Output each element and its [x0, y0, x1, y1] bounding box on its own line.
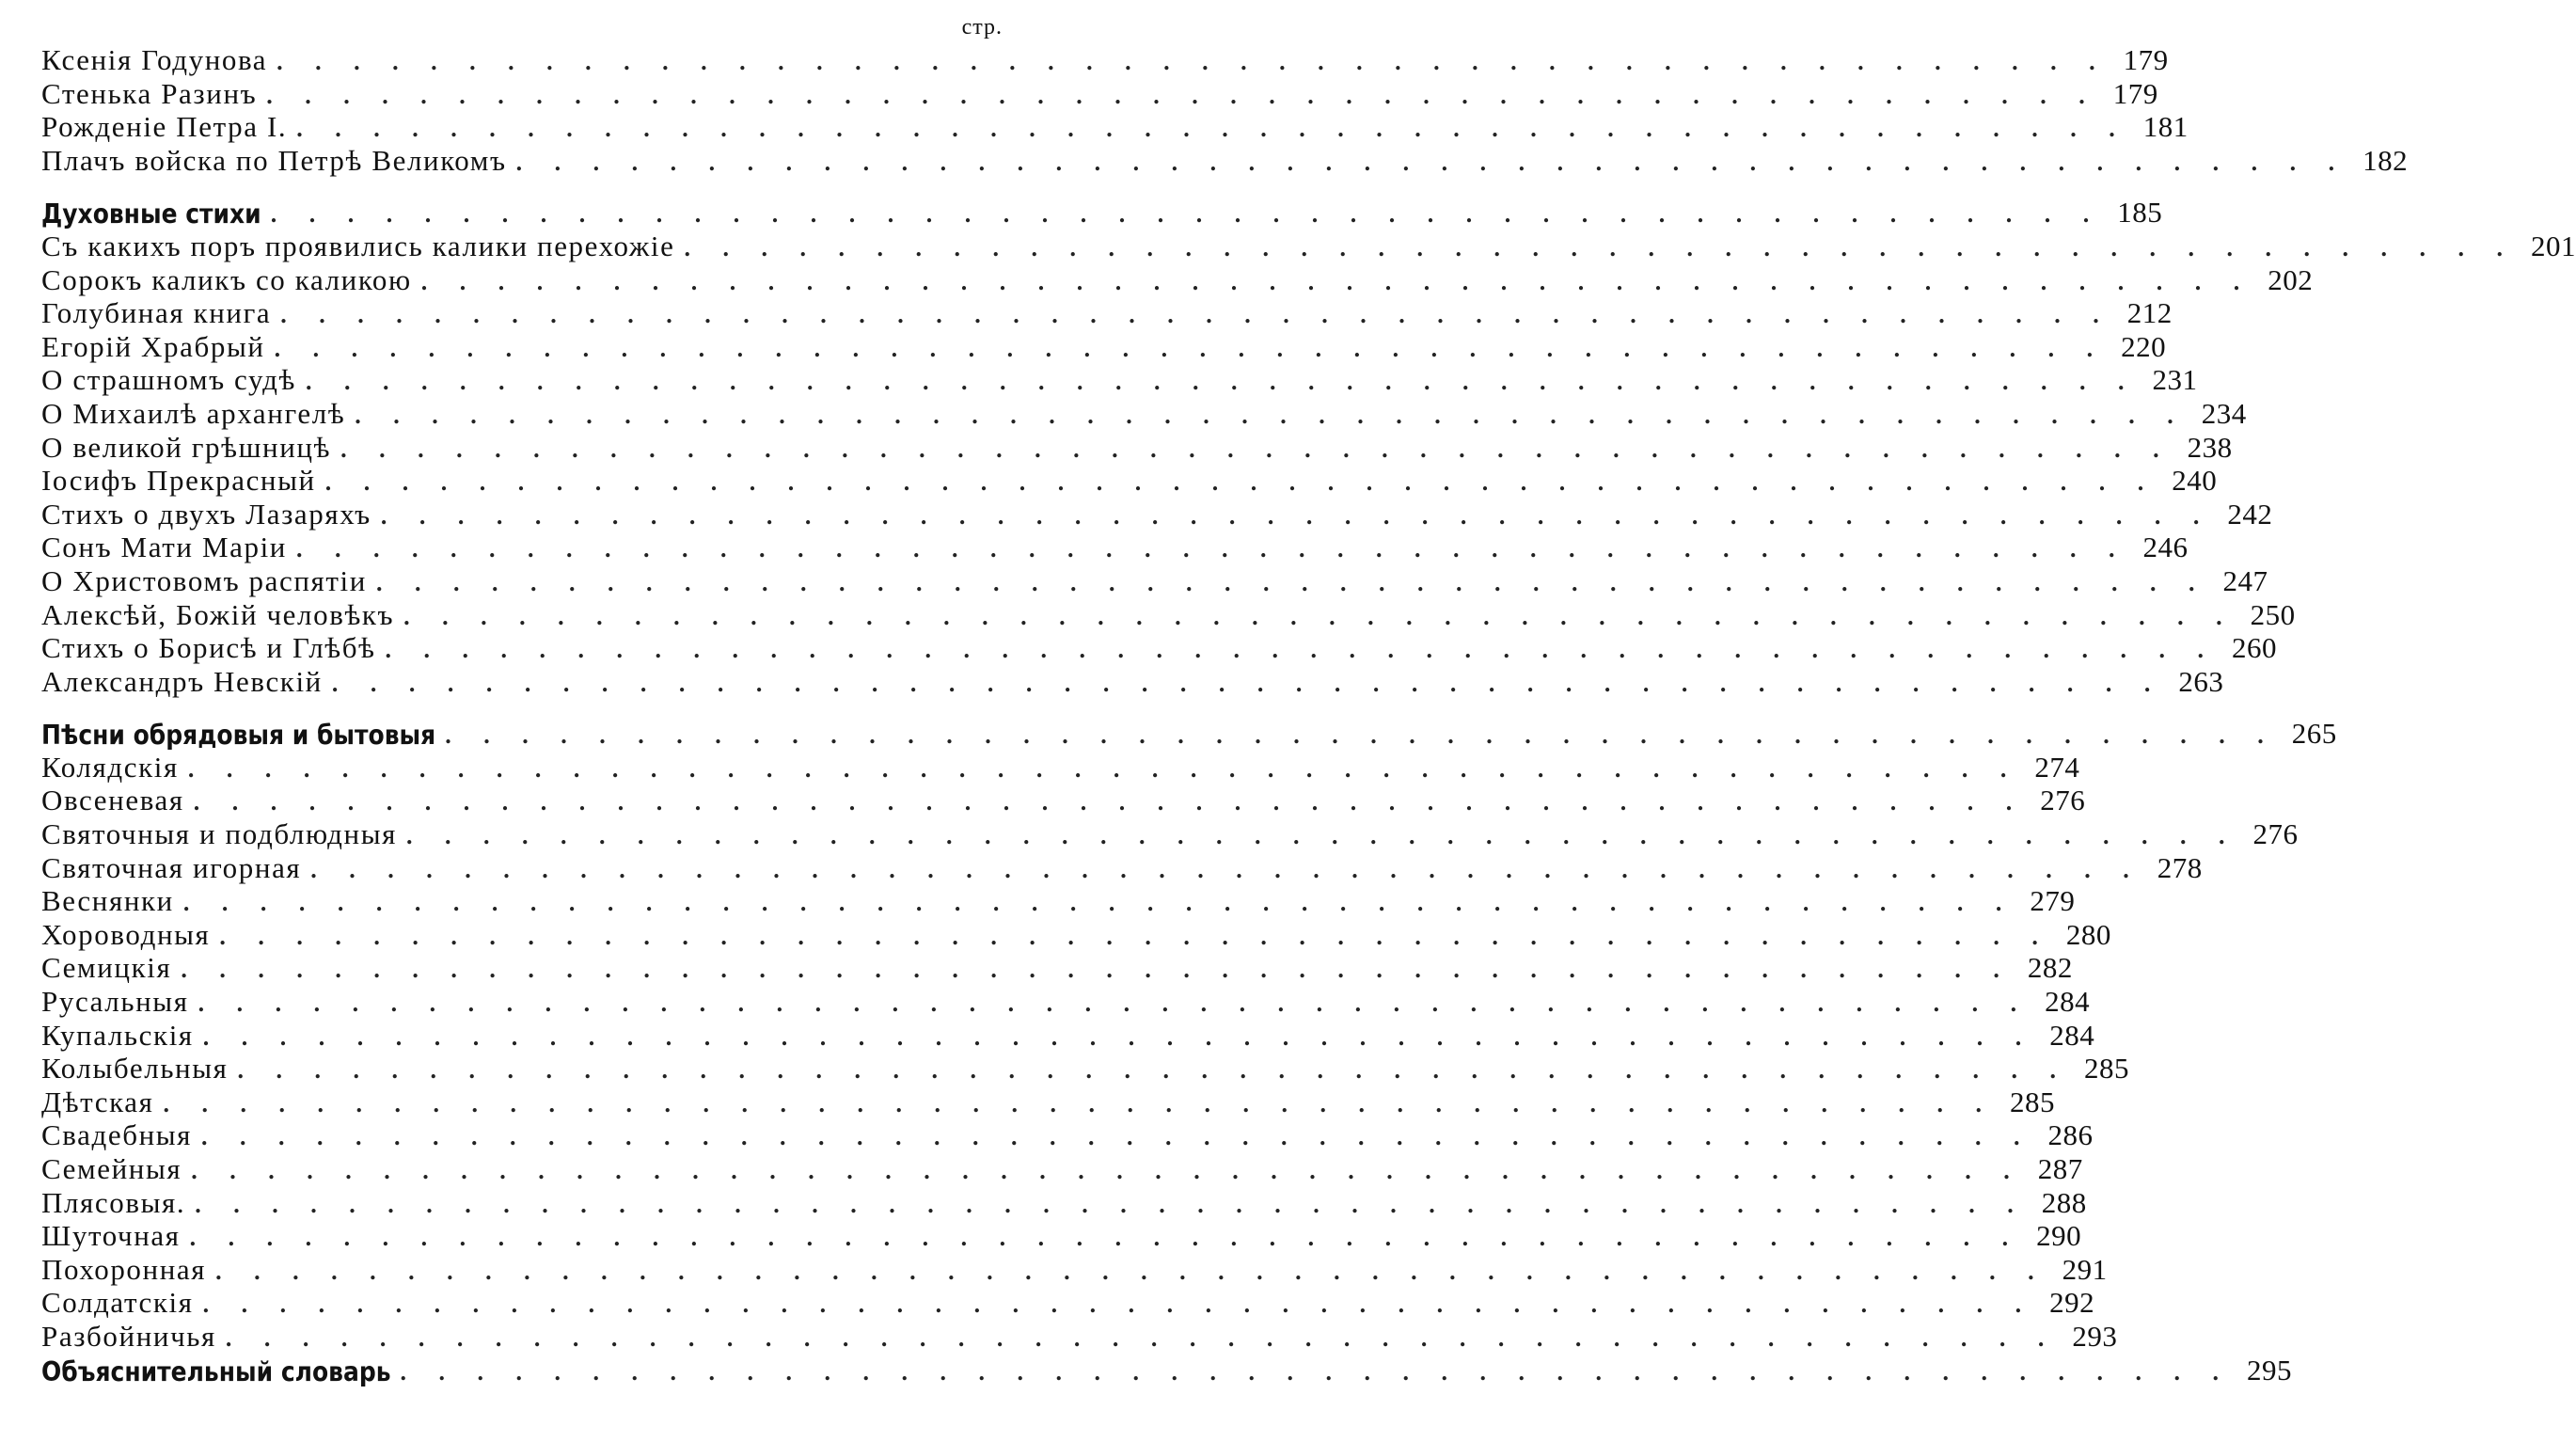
toc-section-heading: [41, 717, 2337, 752]
toc-entry: [41, 363, 2198, 397]
dot-leader: . . . . . . . . . . . . . . . . . . . . . . . . . . . . . . . . . . . . . . . . . . . . . . . .: [187, 754, 2020, 783]
dot-leader: . . . . . . . . . . . . . . . . . . . . . . . . . . . . . . . . . . . . . . . . . . . . . . . .: [198, 990, 2031, 1018]
toc-entry: [41, 1118, 2094, 1152]
entry-title: Веснянки: [41, 884, 174, 918]
toc-entry: [41, 76, 2158, 111]
toc-entry: [41, 1052, 2130, 1085]
dot-leader: . . . . . . . . . . . . . . . . . . . . . . . . . . . . . . . . . . . . . . . . . . . . . . . .: [202, 1291, 2035, 1319]
dot-leader: . . . . . . . . . . . . . . . . . . . . . . . . . . . . . . . . . . . . . . . . . . . . . . . .: [189, 1224, 2022, 1252]
dot-leader: . . . . . . . . . . . . . . . . . . . . . . . . . . . . . . . . . . . . . . . . . . . . . . . .: [280, 301, 2112, 329]
page-number: 212: [2126, 296, 2173, 330]
toc-entry: [41, 917, 2111, 952]
page-number: 202: [2268, 262, 2314, 296]
entry-title: Колыбельныя: [41, 1052, 229, 1085]
toc-entry: [41, 631, 2278, 665]
entry-title: Голубиная книга: [41, 296, 272, 330]
section-spacer: [41, 177, 1003, 196]
page-number: 247: [2222, 563, 2268, 597]
page-number: 279: [2030, 884, 2076, 918]
toc-entry: [41, 1018, 2095, 1053]
entry-title: Овсеневая: [41, 784, 184, 817]
page-number: 284: [2045, 985, 2091, 1019]
dot-leader: . . . . . . . . . . . . . . . . . . . . . . . . . . . . . . . . . . . . . . . . . . . . . . . .: [237, 1056, 2070, 1085]
dot-leader: . . . . . . . . . . . . . . . . . . . . . . . . . . . . . . . . . . . . . . . . . . . . . . . .: [201, 1123, 2033, 1151]
entry-title: Святочная игорная: [41, 850, 302, 884]
page-number: 274: [2034, 750, 2080, 784]
entry-title: О Михаилѣ архангелѣ: [41, 396, 346, 430]
page-number: 182: [2363, 143, 2409, 177]
page-number: 282: [2027, 951, 2073, 985]
entry-title: Стихъ о двухъ Лазаряхъ: [41, 497, 371, 531]
page-number: 290: [2036, 1219, 2082, 1253]
dot-leader: . . . . . . . . . . . . . . . . . . . . . . . . . . . . . . . . . . . . . . . . . . . . . . . .: [385, 636, 2218, 664]
dot-leader: . . . . . . . . . . . . . . . . . . . . . . . . . . . . . . . . . . . . . . . . . . . . . . . .: [266, 81, 2098, 109]
dot-leader: . . . . . . . . . . . . . . . . . . . . . . . . . . . . . . . . . . . . . . . . . . . . . . . .: [445, 721, 2277, 750]
page-number: 181: [2142, 110, 2189, 144]
toc-list: [41, 43, 2576, 1387]
toc-entry: [41, 396, 2247, 431]
entry-title: Разбойничья: [41, 1319, 216, 1353]
entry-title: Русальныя: [41, 985, 189, 1019]
entry-title: Плясовыя.: [41, 1185, 186, 1219]
dot-leader: . . . . . . . . . . . . . . . . . . . . . . . . . . . . . . . . . . . . . . . . . . . . . . . .: [403, 602, 2236, 630]
page-number: 291: [2062, 1252, 2108, 1286]
page-number: 231: [2152, 363, 2198, 397]
entry-title: Ксенія Годунова: [41, 43, 268, 76]
entry-title: Егорій Храбрый: [41, 329, 265, 363]
page-number: 240: [2172, 464, 2218, 498]
page-number: 285: [2084, 1052, 2130, 1085]
section-heading-title: Духовные стихи: [41, 198, 261, 230]
page-number: 220: [2121, 329, 2167, 363]
toc-entry: [41, 664, 2224, 699]
toc-entry: [41, 296, 2173, 330]
page-number: 280: [2065, 917, 2111, 951]
page-column-label: стр.: [961, 15, 1003, 40]
dot-leader: . . . . . . . . . . . . . . . . . . . . . . . . . . . . . . . . . . . . . . . . . . . . . . . .: [310, 855, 2142, 883]
section-heading-title: Пѣсни обрядовыя и бытовыя: [41, 720, 436, 752]
page-number: 287: [2037, 1152, 2083, 1185]
page-number: 285: [2009, 1085, 2055, 1118]
toc-entry: [41, 817, 2299, 851]
toc-entry: [41, 1085, 2055, 1119]
dot-leader: . . . . . . . . . . . . . . . . . . . . . . . . . . . . . . . . . . . . . . . . . . . . . . . .: [215, 1257, 2047, 1285]
dot-leader: . . . . . . . . . . . . . . . . . . . . . . . . . . . . . . . . . . . . . . . . . . . . . . . .: [295, 535, 2128, 563]
page-number: 179: [2112, 76, 2158, 110]
dot-leader: . . . . . . . . . . . . . . . . . . . . . . . . . . . . . . . . . . . . . . . . . . . . . . . .: [400, 1357, 2233, 1386]
table-of-contents: [41, 15, 2576, 1387]
page-number: 201: [2530, 229, 2576, 262]
dot-leader: . . . . . . . . . . . . . . . . . . . . . . . . . . . . . . . . . . . . . . . . . . . . . . . .: [195, 1190, 2027, 1218]
page-number: 284: [2049, 1018, 2095, 1052]
dot-leader: . . . . . . . . . . . . . . . . . . . . . . . . . . . . . . . . . . . . . . . . . . . . . . . .: [181, 956, 2013, 984]
toc-section-heading: [41, 196, 2163, 230]
toc-section-heading: [41, 1353, 2293, 1387]
page-number: 276: [2252, 817, 2299, 851]
section-heading-title: Объяснительный словарь: [41, 1355, 391, 1387]
toc-entry: [41, 1152, 2083, 1186]
dot-leader: . . . . . . . . . . . . . . . . . . . . . . . . . . . . . . . . . . . . . . . . . . . . . . . .: [191, 1157, 2023, 1184]
page-number: 288: [2041, 1185, 2087, 1219]
page-number: 293: [2072, 1319, 2118, 1353]
entry-title: Сонъ Мати Маріи: [41, 531, 287, 564]
dot-leader: . . . . . . . . . . . . . . . . . . . . . . . . . . . . . . . . . . . . . . . . . . . . . . . .: [375, 568, 2208, 596]
page-number: 265: [2291, 717, 2337, 751]
dot-leader: . . . . . . . . . . . . . . . . . . . . . . . . . . . . . . . . . . . . . . . . . . . . . . . .: [296, 115, 2128, 143]
page-number: 260: [2232, 631, 2278, 665]
page-number: 242: [2227, 497, 2273, 531]
dot-leader: . . . . . . . . . . . . . . . . . . . . . . . . . . . . . . . . . . . . . . . . . . . . . . . .: [270, 200, 2103, 229]
dot-leader: . . . . . . . . . . . . . . . . . . . . . . . . . . . . . . . . . . . . . . . . . . . . . . . .: [202, 1022, 2035, 1051]
dot-leader: . . . . . . . . . . . . . . . . . . . . . . . . . . . . . . . . . . . . . . . . . . . . . . . .: [277, 48, 2109, 75]
toc-entry: [41, 1319, 2118, 1354]
section-spacer: [41, 698, 1003, 717]
toc-entry: [41, 329, 2167, 364]
toc-entry: [41, 597, 2296, 632]
toc-entry: [41, 985, 2091, 1019]
entry-title: Свадебныя: [41, 1118, 193, 1152]
page-number: 246: [2142, 531, 2189, 564]
entry-title: Алексѣй, Божій человѣкъ: [41, 597, 395, 631]
entry-title: Іосифъ Прекрасный: [41, 464, 316, 498]
dot-leader: . . . . . . . . . . . . . . . . . . . . . . . . . . . . . . . . . . . . . . . . . . . . . . . .: [355, 401, 2187, 429]
entry-title: Стихъ о Борисѣ и Глѣбѣ: [41, 631, 376, 665]
entry-title: Стенька Разинъ: [41, 76, 258, 110]
page-number: 278: [2157, 850, 2203, 884]
toc-entry: [41, 110, 2189, 144]
entry-title: О Христовомъ распятіи: [41, 563, 367, 597]
entry-title: Семицкія: [41, 951, 172, 985]
toc-entry: [41, 1219, 2082, 1253]
toc-entry: [41, 229, 2576, 263]
toc-entry: [41, 750, 2080, 784]
dot-leader: . . . . . . . . . . . . . . . . . . . . . . . . . . . . . . . . . . . . . . . . . . . . . . . .: [684, 233, 2516, 261]
entry-title: Сорокъ каликъ со каликою: [41, 262, 412, 296]
toc-entry: [41, 1252, 2108, 1287]
dot-leader: . . . . . . . . . . . . . . . . . . . . . . . . . . . . . . . . . . . . . . . . . . . . . . . .: [163, 1089, 1995, 1117]
entry-title: Семейныя: [41, 1152, 182, 1185]
toc-entry: [41, 262, 2314, 297]
toc-entry: [41, 1286, 2095, 1320]
dot-leader: . . . . . . . . . . . . . . . . . . . . . . . . . . . . . . . . . . . . . . . . . . . . . . . .: [219, 922, 2051, 950]
entry-title: Святочныя и подблюдныя: [41, 817, 398, 851]
dot-leader: . . . . . . . . . . . . . . . . . . . . . . . . . . . . . . . . . . . . . . . . . . . . . . . .: [225, 1323, 2058, 1352]
page-number: 295: [2247, 1353, 2293, 1387]
page-number: 292: [2049, 1286, 2095, 1320]
toc-entry: [41, 951, 2073, 985]
dot-leader: . . . . . . . . . . . . . . . . . . . . . . . . . . . . . . . . . . . . . . . . . . . . . . . .: [274, 334, 2107, 362]
toc-entry: [41, 43, 2169, 77]
toc-entry: [41, 784, 2086, 817]
entry-title: О страшномъ судѣ: [41, 363, 296, 397]
dot-leader: . . . . . . . . . . . . . . . . . . . . . . . . . . . . . . . . . . . . . . . . . . . . . . . .: [324, 468, 2157, 497]
dot-leader: . . . . . . . . . . . . . . . . . . . . . . . . . . . . . . . . . . . . . . . . . . . . . . . .: [515, 148, 2348, 176]
entry-title: Купальскія: [41, 1018, 194, 1052]
page-number: 234: [2201, 396, 2247, 430]
toc-entry: [41, 1185, 2087, 1220]
entry-title: Шуточная: [41, 1219, 181, 1253]
entry-title: Хороводныя: [41, 917, 211, 951]
entry-title: Александръ Невскій: [41, 664, 323, 698]
entry-title: Съ какихъ поръ проявились калики перехожіе: [41, 229, 675, 262]
dot-leader: . . . . . . . . . . . . . . . . . . . . . . . . . . . . . . . . . . . . . . . . . . . . . . . .: [182, 889, 2015, 917]
page-number: 286: [2047, 1118, 2094, 1152]
page-number: 276: [2040, 784, 2086, 817]
toc-entry: [41, 563, 2268, 598]
dot-leader: . . . . . . . . . . . . . . . . . . . . . . . . . . . . . . . . . . . . . . . . . . . . . . . .: [305, 368, 2138, 396]
toc-entry: [41, 884, 2076, 918]
dot-leader: . . . . . . . . . . . . . . . . . . . . . . . . . . . . . . . . . . . . . . . . . . . . . . . .: [193, 788, 2026, 816]
entry-title: Похоронная: [41, 1252, 207, 1286]
dot-leader: . . . . . . . . . . . . . . . . . . . . . . . . . . . . . . . . . . . . . . . . . . . . . . . .: [420, 267, 2253, 295]
page-number: 263: [2178, 664, 2224, 698]
dot-leader: . . . . . . . . . . . . . . . . . . . . . . . . . . . . . . . . . . . . . . . . . . . . . . . .: [340, 435, 2173, 463]
page-number: 179: [2123, 43, 2169, 76]
page-number: 238: [2187, 430, 2233, 464]
toc-entry: [41, 464, 2218, 498]
dot-leader: . . . . . . . . . . . . . . . . . . . . . . . . . . . . . . . . . . . . . . . . . . . . . . . .: [380, 501, 2213, 530]
page-number: 250: [2250, 597, 2296, 631]
entry-title: Солдатскія: [41, 1286, 194, 1320]
entry-title: О великой грѣшницѣ: [41, 430, 332, 464]
dot-leader: . . . . . . . . . . . . . . . . . . . . . . . . . . . . . . . . . . . . . . . . . . . . . . . .: [406, 822, 2238, 850]
toc-entry: [41, 531, 2189, 564]
toc-entry: [41, 430, 2233, 465]
entry-title: Рожденіе Петра І.: [41, 110, 288, 144]
entry-title: Колядскія: [41, 750, 179, 784]
dot-leader: . . . . . . . . . . . . . . . . . . . . . . . . . . . . . . . . . . . . . . . . . . . . . . . .: [331, 669, 2164, 697]
toc-entry: [41, 497, 2273, 531]
entry-title: Дѣтская: [41, 1085, 154, 1118]
page-number: 185: [2117, 196, 2163, 230]
entry-title: Плачъ войска по Петрѣ Великомъ: [41, 143, 507, 177]
toc-entry: [41, 143, 2409, 178]
toc-entry: [41, 850, 2203, 885]
